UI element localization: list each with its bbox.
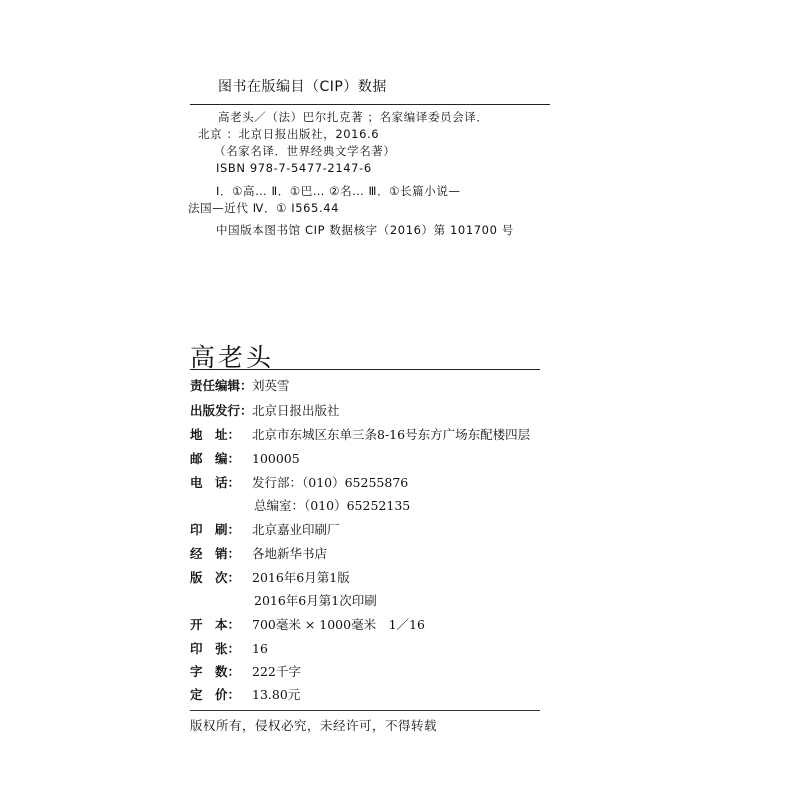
colophon-value: 2016年6月第1次印刷 bbox=[254, 593, 377, 608]
book-title: 高老头 bbox=[190, 343, 275, 372]
colophon-value: 2016年6月第1版 bbox=[252, 570, 350, 585]
colophon-label: 责任编辑： bbox=[190, 378, 253, 393]
colophon-value: 北京市东城区东单三条8-16号东方广场东配楼四层 bbox=[252, 427, 531, 442]
colophon-value: 100005 bbox=[252, 451, 300, 466]
colophon-label: 字 数： bbox=[190, 664, 241, 679]
title-divider bbox=[190, 369, 540, 370]
colophon-value: 各地新华书店 bbox=[252, 546, 328, 561]
colophon-label: 印 张： bbox=[190, 641, 241, 656]
cip-divider bbox=[190, 104, 550, 105]
colophon-label: 印 刷： bbox=[190, 522, 241, 537]
colophon-value: 北京日报出版社 bbox=[252, 403, 340, 418]
colophon-label: 邮 编： bbox=[190, 451, 241, 466]
colophon-label: 经 销： bbox=[190, 546, 241, 561]
cip-line: Ⅰ．①高… Ⅱ．①巴… ②名… Ⅲ．①长篇小说— bbox=[216, 184, 461, 198]
colophon-value: 北京嘉业印刷厂 bbox=[252, 522, 340, 537]
colophon-value: 刘英雪 bbox=[252, 378, 290, 393]
colophon-value: 13.80元 bbox=[252, 687, 301, 702]
cip-line: （名家名译．世界经典文学名著） bbox=[214, 144, 396, 158]
colophon-label: 定 价： bbox=[190, 687, 241, 702]
colophon-label: 地 址： bbox=[190, 427, 241, 442]
colophon-label: 版 次： bbox=[190, 570, 241, 585]
colophon-value: 16 bbox=[252, 641, 268, 656]
colophon-label: 开 本： bbox=[190, 617, 241, 632]
colophon-label: 电 话： bbox=[190, 475, 241, 490]
cip-title: 图书在版编目（CIP）数据 bbox=[218, 79, 387, 95]
cip-line: 法国—近代 Ⅳ．① I565.44 bbox=[188, 201, 340, 215]
cip-line: 北京 ：北京日报出版社，2016.6 bbox=[198, 127, 380, 141]
colophon-value: 总编室：（010）65252135 bbox=[254, 498, 411, 513]
cip-isbn: ISBN 978-7-5477-2147-6 bbox=[216, 161, 372, 175]
copyright-notice: 版权所有，侵权必究，未经许可，不得转载 bbox=[190, 718, 438, 733]
colophon-value: 发行部：（010）65255876 bbox=[252, 475, 409, 490]
colophon-label: 出版发行： bbox=[190, 403, 253, 418]
colophon-value: 700毫米 × 1000毫米 1／16 bbox=[252, 617, 425, 632]
copyright-divider bbox=[190, 710, 540, 711]
cip-record-number: 中国版本图书馆 CIP 数据核字（2016）第 101700 号 bbox=[216, 223, 514, 237]
cip-line: 高老头／（法）巴尔扎克著 ；名家编译委员会译． bbox=[218, 110, 489, 124]
colophon-value: 222千字 bbox=[252, 664, 301, 679]
